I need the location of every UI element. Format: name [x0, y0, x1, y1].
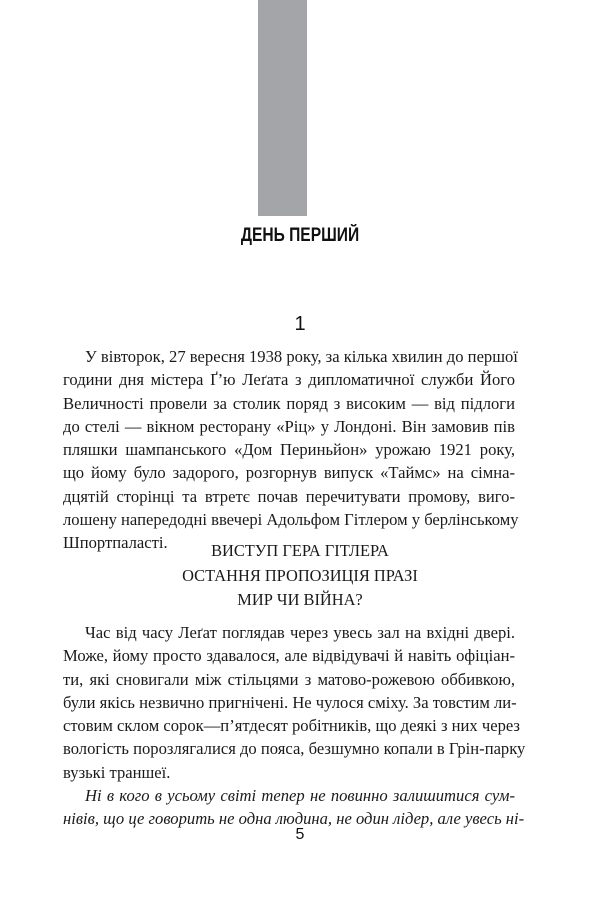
part-title: ДЕНЬ ПЕРШИЙ: [240, 225, 360, 246]
page-number: 5: [295, 826, 305, 843]
text-line: стовим склом сорок—п’ятдесят робітників, що деякі з них через: [63, 716, 520, 736]
section-number: 1: [294, 313, 306, 335]
text-line: були якісь незвично пригнічені. Не чулося сміху. За товстим ли-: [63, 692, 517, 712]
text-line: Час від часу Леґат поглядав через увесь зал на вхідні двері.: [85, 623, 515, 642]
text-line: вузькі траншеї.: [63, 762, 171, 782]
text-line: що йому було задорого, розгорнув випуск «Таймс» на сімна-: [63, 463, 515, 483]
text-line: вологість порозлягалися до пояса, безшумно копали в Грін-парку: [63, 739, 526, 759]
headline-line: МИР ЧИ ВІЙНА?: [237, 590, 363, 609]
text-line: до стелі — вікном ресторану «Ріц» у Лондоні. Він замовив пів: [63, 416, 515, 436]
headline-line: ВИСТУП ГЕРА ГІТЛЕРА: [211, 541, 389, 560]
paragraph-2: [63, 621, 526, 831]
text-line: Шпортпаласті.: [63, 533, 168, 553]
text-line: лошену напередодні ввечері Адольфом Гітлером у берлінському: [63, 510, 519, 530]
chapter-decor-bar: [258, 0, 307, 216]
text-line: Величності провели за столик поряд з високим — від підлоги: [63, 393, 515, 413]
text-line: дцятій сторінці та втретє почав перечитувати промову, виго-: [63, 486, 515, 506]
text-line: ти, які сновигали між стільцями з матово-рожевою оббивкою,: [63, 669, 515, 689]
text-line: пляшки шампанського «Дом Периньйон» урожаю 1921 року,: [63, 440, 515, 460]
newspaper-headline: [0, 539, 600, 613]
paragraph-1: [63, 345, 519, 555]
text-line: Може, йому просто здавалося, але відвідувачі й навіть офіціан-: [63, 646, 515, 666]
text-line: У вівторок, 27 вересня 1938 року, за кілька хвилин до першої: [85, 347, 518, 366]
text-line: Ні в кого в усьому світі тепер не повинно залишитися сум-: [85, 786, 515, 806]
text-line: години дня містера Ґ’ю Леґата з дипломатичної служби Його: [63, 370, 515, 390]
headline-line: ОСТАННЯ ПРОПОЗИЦІЯ ПРАЗІ: [182, 565, 418, 585]
text-line: нівів, що це говорить не одна людина, не один лідер, але увесь ні-: [63, 809, 525, 829]
